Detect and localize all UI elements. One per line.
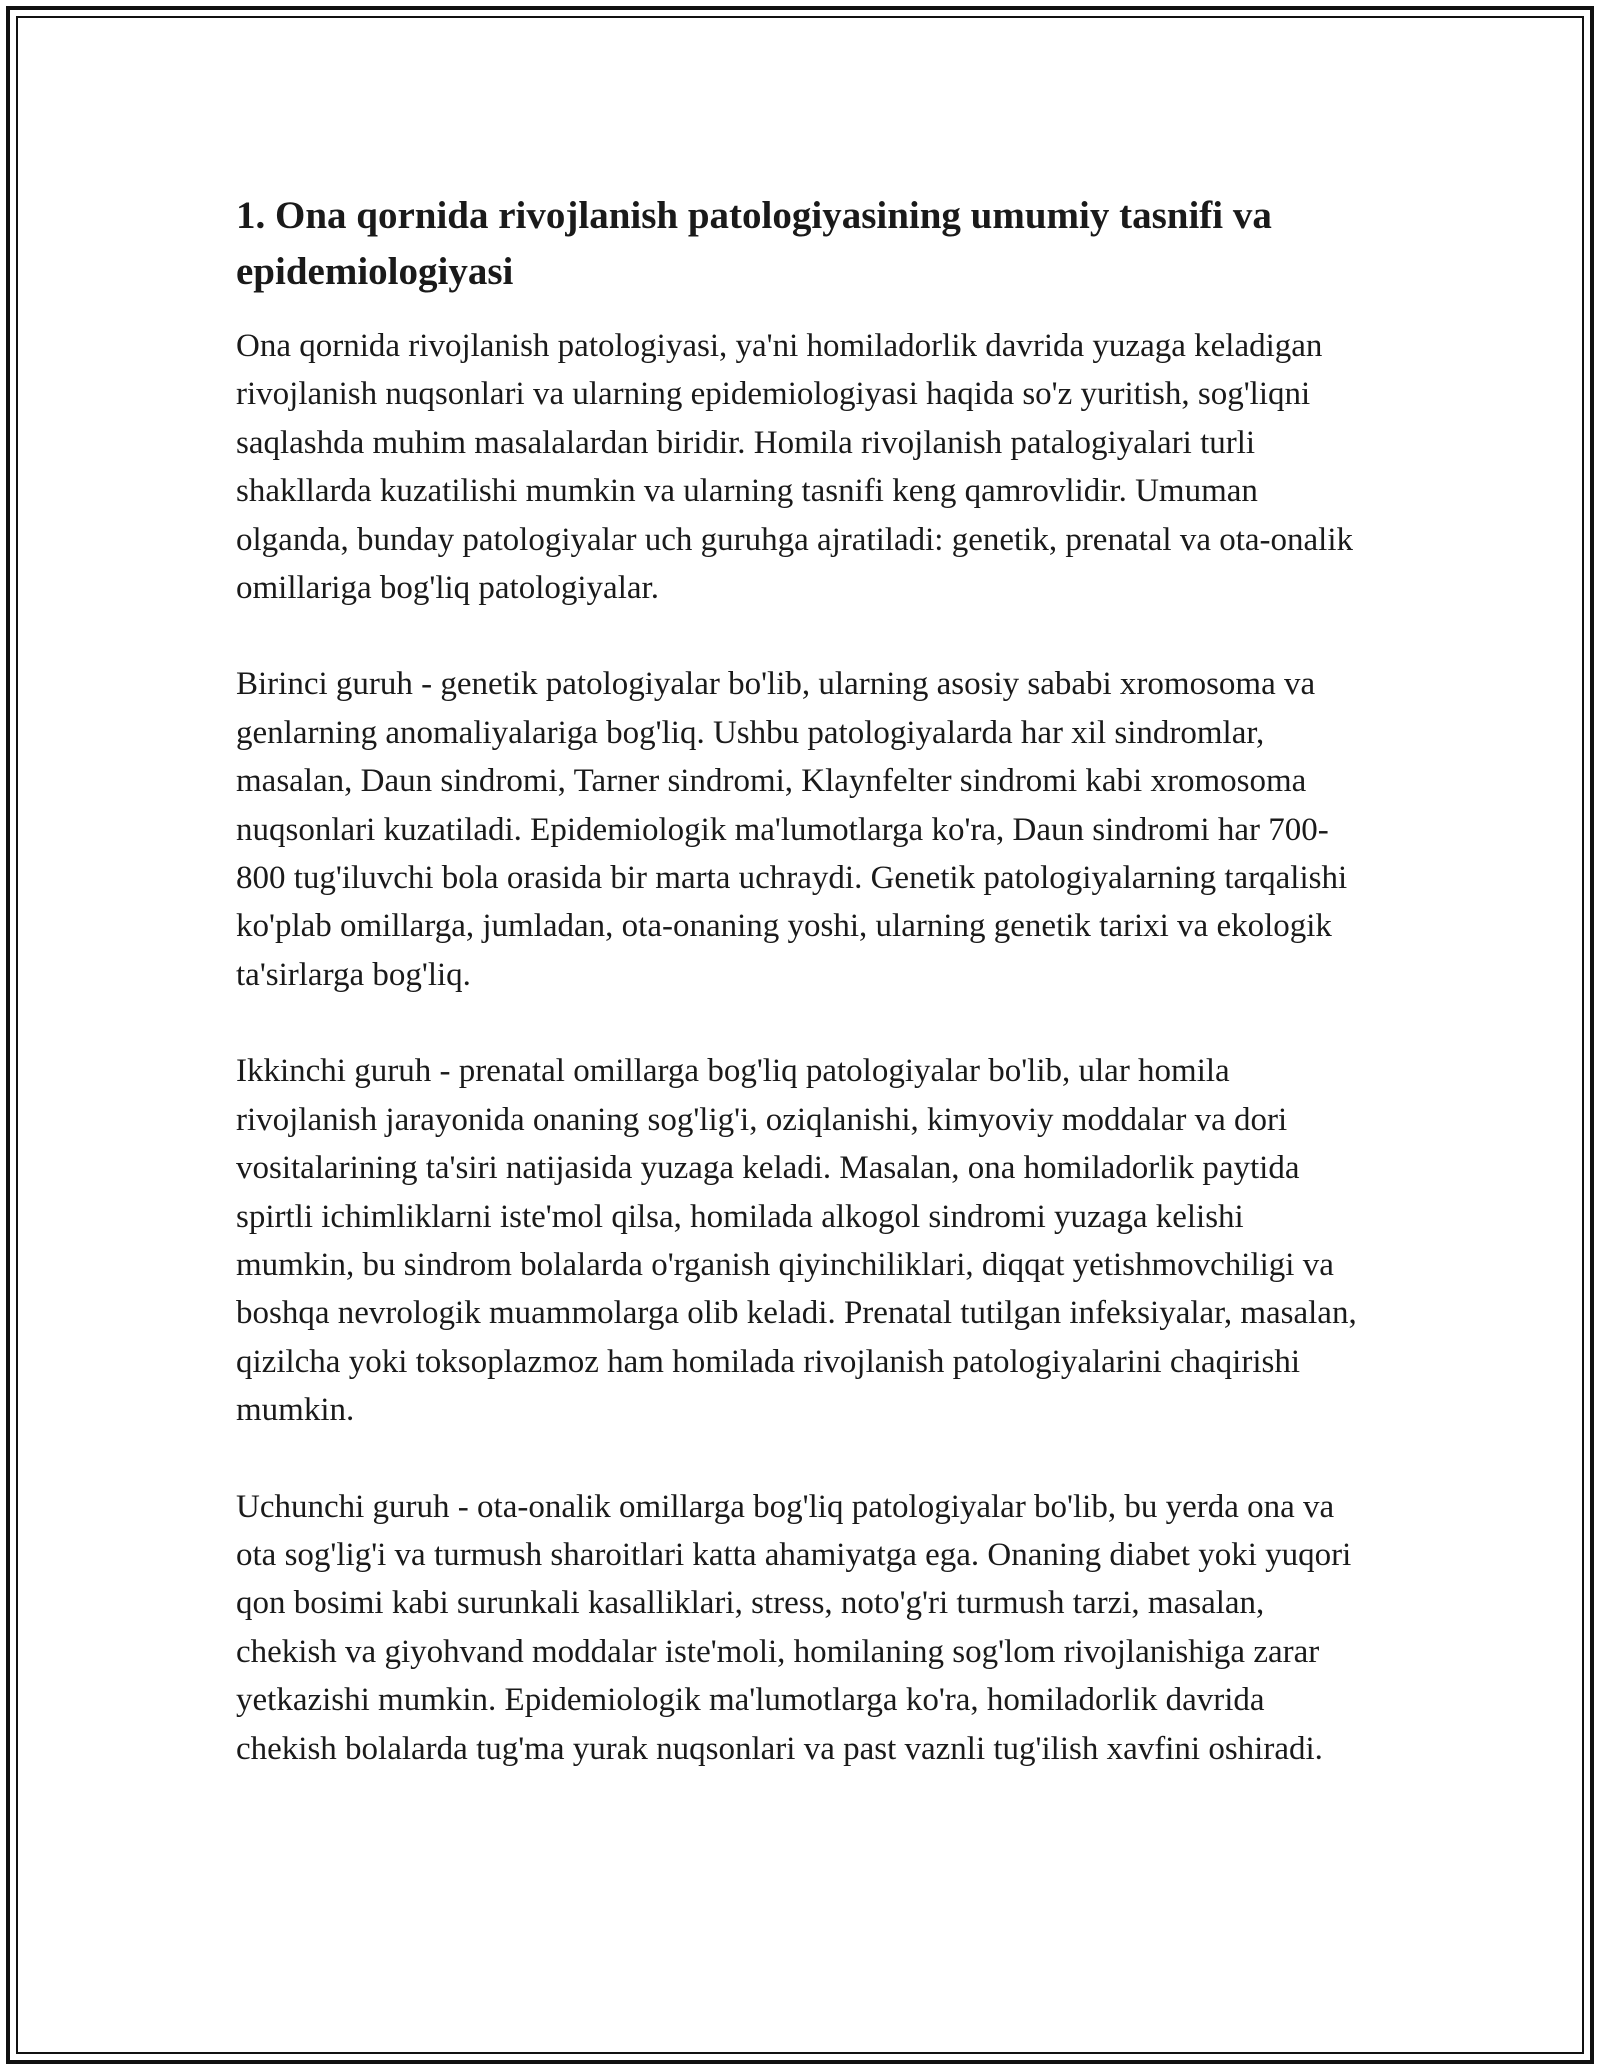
section-heading: 1. Ona qornida rivojlanish patologiyasining umumiy tasnifi va epidemiologiyasi	[236, 194, 1272, 293]
paragraph-genetic: Birinci guruh - genetik patologiyalar bo'lib, ularning asosiy sababi xromosoma va genlarning anomaliyalariga bog'liq. Ushbu patologiyalarda har xil sindromlar, masalan, Daun sindromi, Tarner sindromi, Klaynfelter sindromi kabi xromosoma nuqsonlari kuzatiladi. Epidemiologik ma'lumotlarga ko'ra, Daun sindromi har 700-800 tug'iluvchi bola orasida bir marta uchraydi. Genetik patologiyalarning tarqalishi ko'plab omillarga, jumladan, ota-onaning yoshi, ularning genetik tarixi va ekologik ta'sirlarga bog'liq.	[236, 666, 1348, 993]
paragraph-intro: Ona qornida rivojlanish patologiyasi, ya'ni homiladorlik davrida yuzaga keladigan rivojlanish nuqsonlari va ularning epidemiologiyasi haqida so'z yuritish, sog'liqni saqlashda muhim masalalardan biridir. Homila rivojlanish patalogiyalari turli shakllarda kuzatilishi mumkin va ularning tasnifi keng qamrovlidir. Umuman olganda, bunday patologiyalar uch guruhga ajratiladi: genetik, prenatal va ota-onalik omillariga bog'liq patologiyalar.	[236, 328, 1354, 607]
document-body	[236, 188, 1366, 1821]
paragraph-prenatal: Ikkinchi guruh - prenatal omillarga bog'liq patologiyalar bo'lib, ular homila rivojlanish jarayonida onaning sog'lig'i, oziqlanishi, kimyoviy moddalar va dori vositalarining ta'siri natijasida yuzaga keladi. Masalan, ona homiladorlik paytida spirtli ichimliklarni iste'mol qilsa, homilada alkogol sindromi yuzaga kelishi mumkin, bu sindrom bolalarda o'rganish qiyinchiliklari, diqqat yetishmovchiligi va boshqa nevrologik muammolarga olib keladi. Prenatal tutilgan infeksiyalar, masalan, qizilcha yoki toksoplazmoz ham homilada rivojlanish patologiyalarini chaqirishi mumkin.	[236, 1053, 1357, 1429]
paragraph-parental: Uchunchi guruh - ota-onalik omillarga bog'liq patologiyalar bo'lib, bu yerda ona va ota sog'lig'i va turmush sharoitlari katta ahamiyatga ega. Onaning diabet yoki yuqori qon bosimi kabi surunkali kasalliklari, stress, noto'g'ri turmush tarzi, masalan, chekish va giyohvand moddalar iste'moli, homilaning sog'lom rivojlanishiga zarar yetkazishi mumkin. Epidemiologik ma'lumotlarga ko'ra, homiladorlik davrida chekish bolalarda tug'ma yurak nuqsonlari va past vaznli tug'ilish xavfini oshiradi.	[236, 1488, 1352, 1767]
